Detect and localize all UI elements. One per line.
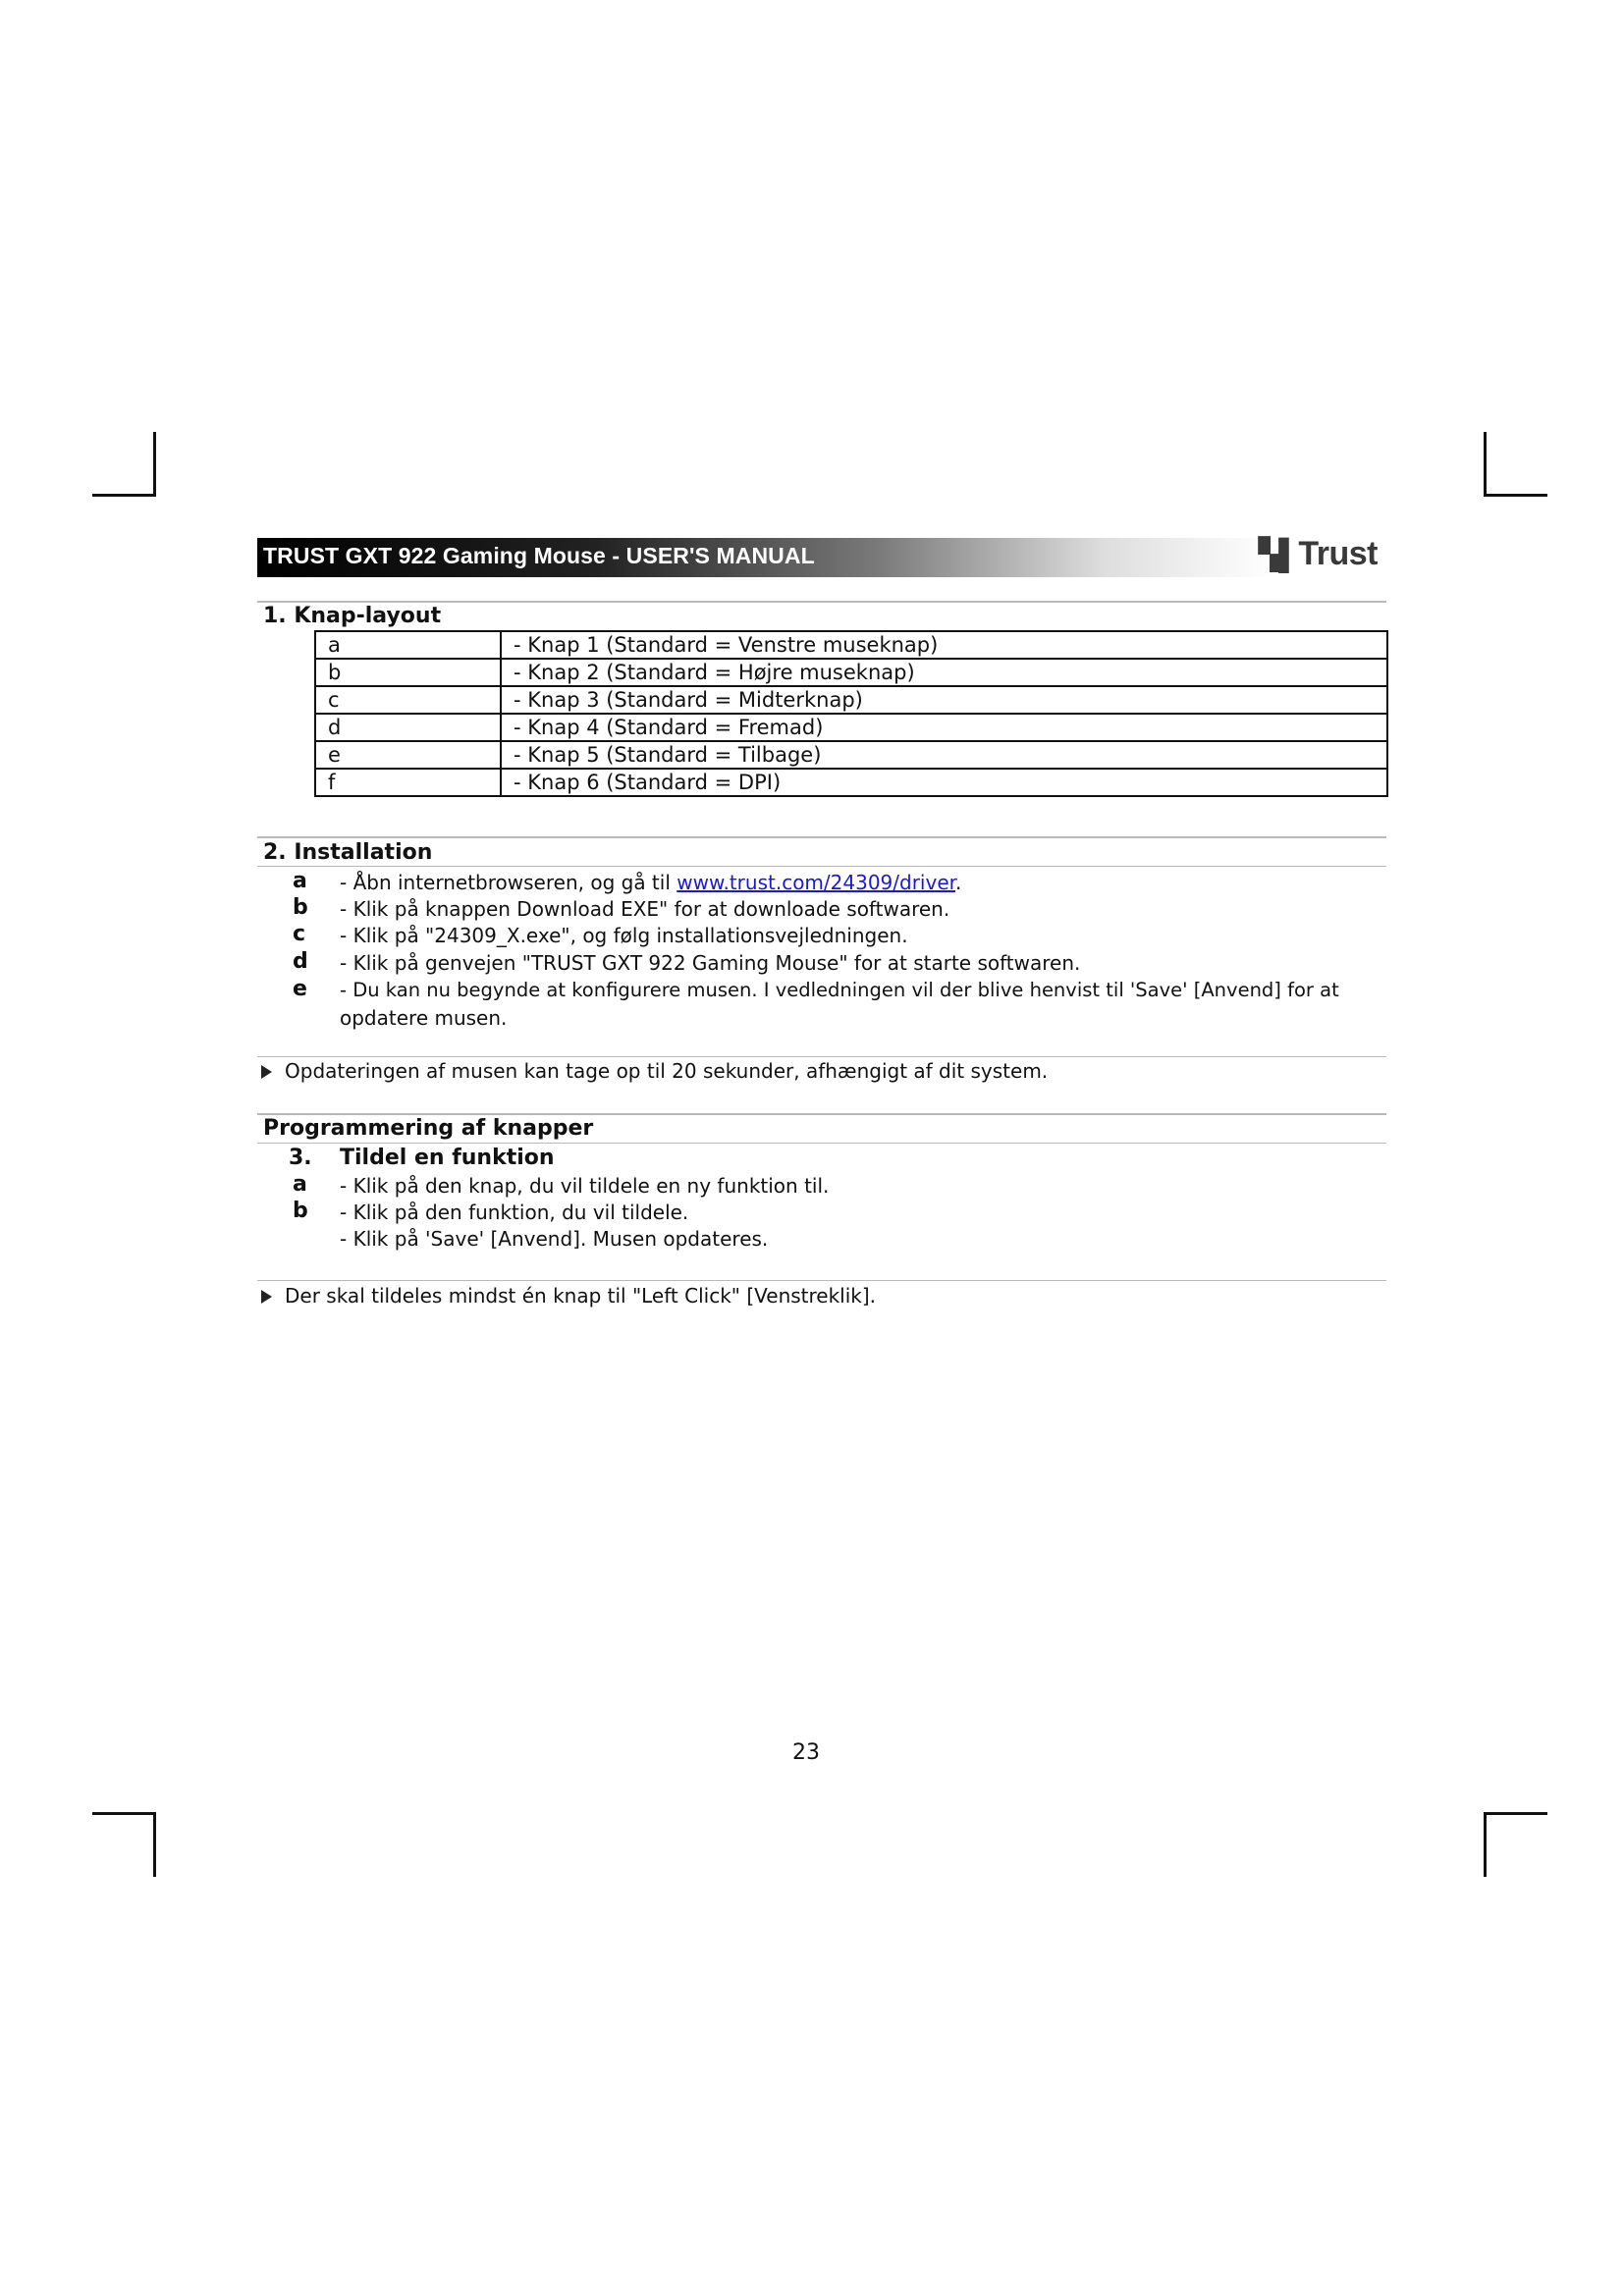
crop-mark-top-left-v [153,432,156,497]
table-cell-value: - Knap 3 (Standard = Midterknap) [501,686,1387,714]
table-row [315,686,1387,714]
step-text: - Klik på 'Save' [Anvend]. Musen opdateres. [340,1227,769,1251]
crop-mark-bottom-right-h [1484,1812,1547,1815]
step-text-before: - Åbn internetbrowseren, og gå til [340,871,677,894]
step-text-after: . [955,871,962,894]
step-letter: a [293,1172,307,1197]
crop-mark-top-right-v [1484,432,1487,497]
step-letter: b [293,1199,308,1223]
step-text: - Klik på knappen Download EXE" for at downloade softwaren. [340,897,950,921]
section-rule [257,601,1386,603]
table-row [315,659,1387,686]
step-text: - Klik på genvejen "TRUST GXT 922 Gaming Mouse" for at starte softwaren. [340,951,1081,975]
step-letter: b [293,895,308,920]
note-text: Der skal tildeles mindst én knap til "Left Click" [Venstreklik]. [285,1284,877,1308]
arrow-bullet-icon [261,1065,272,1079]
crop-mark-bottom-left-h [92,1812,156,1815]
crop-mark-bottom-left-v [153,1812,156,1877]
table-cell-key: a [315,631,501,659]
section-title-programming: Programmering af knapper [263,1116,594,1141]
step-text [340,869,961,896]
step-text-continued: opdatere musen. [340,1006,508,1030]
crop-mark-top-right-h [1484,494,1547,497]
step-text: - Klik på "24309_X.exe", og følg installationsvejledningen. [340,924,908,947]
trust-logo-icon: ▚▌ [1259,539,1297,571]
arrow-bullet-icon [261,1290,272,1304]
note-text: Opdateringen af musen kan tage op til 20 sekunder, afhængigt af dit system. [285,1059,1049,1083]
section-title-installation: 2. Installation [263,840,433,865]
table-cell-value: - Knap 2 (Standard = Højre museknap) [501,659,1387,686]
button-layout-table [314,630,1388,797]
subheading-number: 3. [289,1146,312,1170]
page-number: 23 [792,1740,820,1765]
table-cell-key: e [315,741,501,769]
trust-logo-text: Trust [1298,535,1378,572]
note-rule [257,1280,1386,1281]
step-text: - Klik på den funktion, du vil tildele. [340,1201,689,1224]
table-row [315,769,1387,796]
step-text: - Du kan nu begynde at konfigurere musen. I vedledningen vil der blive henvist til 'Save' [Anvend] for at [340,979,1339,1001]
table-cell-value: - Knap 4 (Standard = Fremad) [501,714,1387,741]
step-letter: a [293,869,307,893]
subheading-title: Tildel en funktion [340,1146,555,1170]
crop-mark-bottom-right-v [1484,1812,1487,1877]
table-cell-value: - Knap 5 (Standard = Tilbage) [501,741,1387,769]
table-row [315,714,1387,741]
manual-title: TRUST GXT 922 Gaming Mouse - USER'S MANUAL [263,543,815,568]
table-cell-key: b [315,659,501,686]
step-letter: e [293,977,307,1001]
table-cell-value: - Knap 6 (Standard = DPI) [501,769,1387,796]
table-row [315,741,1387,769]
section-rule [257,1143,1386,1144]
section-rule [257,1113,1386,1115]
driver-link[interactable]: www.trust.com/24309/driver [677,871,956,894]
table-row [315,631,1387,659]
section-title-knap-layout: 1. Knap-layout [263,604,442,628]
table-cell-value: - Knap 1 (Standard = Venstre museknap) [501,631,1387,659]
trust-logo [1259,535,1378,573]
crop-mark-top-left-h [92,494,156,497]
table-cell-key: c [315,686,501,714]
step-letter: d [293,949,308,974]
section-rule [257,836,1386,838]
table-cell-key: d [315,714,501,741]
step-text: - Klik på den knap, du vil tildele en ny funktion til. [340,1174,830,1198]
step-letter: c [293,922,306,946]
table-cell-key: f [315,769,501,796]
section-rule [257,866,1386,867]
